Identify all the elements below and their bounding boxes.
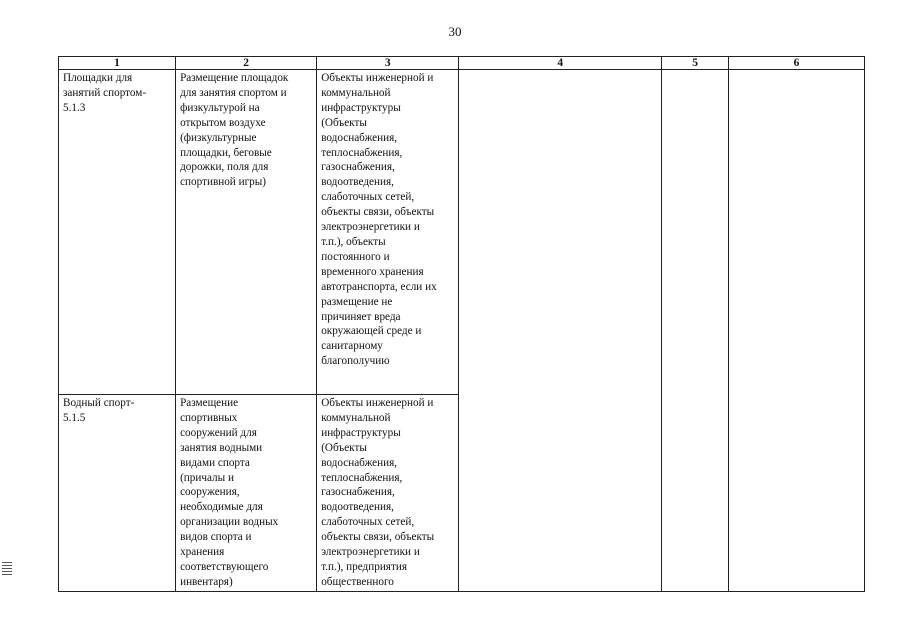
- cell-auxiliary-objects: Объекты инженерной и коммунальной инфраструктуры (Объекты водоснабжения, теплоснабжения, газоснабжения, водоотведения, слаботочных сетей, объекты связи, объекты электроэнергетики и т.п.), объекты постоянного и временного хранения автотранспорта, если их размещение не причиняет вреда окружающей среде и санитарному благополучию: [317, 70, 459, 395]
- header-col-3: 3: [317, 57, 459, 70]
- cell-auxiliary-objects: Объекты инженерной и коммунальной инфраструктуры (Объекты водоснабжения, теплоснабжения, газоснабжения, водоотведения, слаботочных сетей, объекты связи, объекты электроэнергетики и т.п.), предприятия общественного: [317, 395, 459, 592]
- regulations-table: [58, 56, 865, 592]
- header-col-1: 1: [59, 57, 176, 70]
- cell-use-type: Водный спорт- 5.1.5: [59, 395, 176, 592]
- margin-scan-mark: [2, 562, 12, 584]
- cell-description: Размещение площадок для занятия спортом и физкультурой на открытом воздухе (физкультурные площадки, беговые дорожки, поля для спортивной игры): [176, 70, 317, 395]
- cell-description: Размещение спортивных сооружений для занятия водными видами спорта (причалы и сооружения, необходимые для организации водных видов спорта и хранения соответствующего инвентаря): [176, 395, 317, 592]
- table-row: [59, 70, 865, 395]
- header-col-4: 4: [459, 57, 662, 70]
- cell-col-5: [662, 70, 729, 592]
- header-col-6: 6: [729, 57, 865, 70]
- cell-col-4: [459, 70, 662, 592]
- table-header: [59, 57, 865, 70]
- page-number: 30: [448, 24, 462, 39]
- header-col-2: 2: [176, 57, 317, 70]
- header-col-5: 5: [662, 57, 729, 70]
- header-row: [59, 57, 865, 70]
- cell-use-type: Площадки для занятий спортом- 5.1.3: [59, 70, 176, 395]
- cell-col-6: [729, 70, 865, 592]
